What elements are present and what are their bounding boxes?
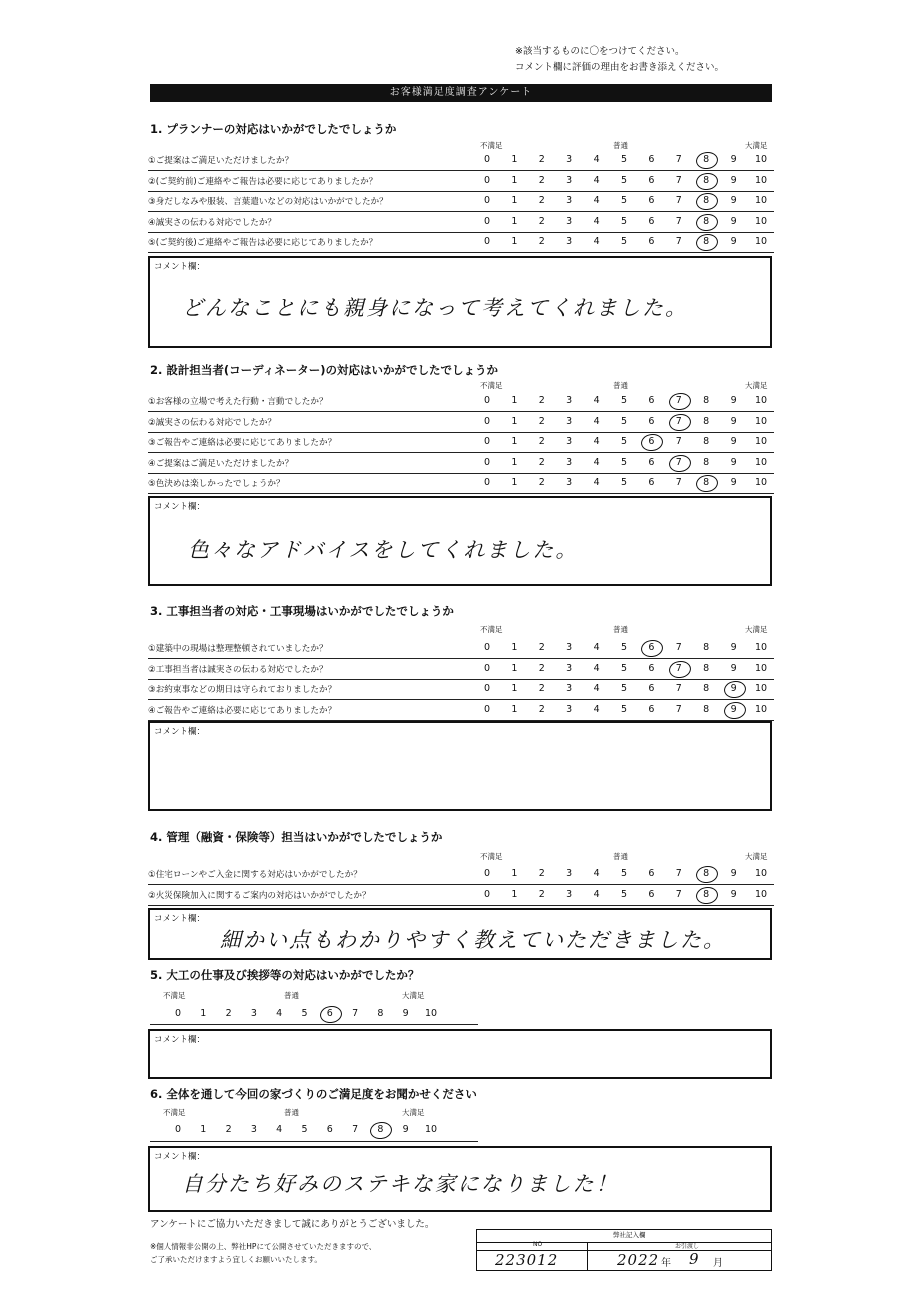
scale-number[interactable]: 3	[566, 642, 573, 653]
scale-low-label: 不満足	[480, 381, 503, 390]
scale-number[interactable]: 0	[483, 662, 491, 674]
scale-number[interactable]: 5	[620, 436, 628, 448]
selected-rating-circle	[695, 474, 719, 494]
scale-number[interactable]: 1	[511, 642, 518, 653]
scale-number[interactable]: 2	[538, 174, 545, 186]
scale-number[interactable]: 7	[675, 683, 682, 695]
question-row	[148, 864, 774, 885]
scale-number[interactable]: 1	[511, 868, 518, 879]
instructions	[515, 44, 724, 76]
scale-number[interactable]: 7	[675, 436, 682, 448]
scale-number[interactable]: 0	[174, 1124, 182, 1135]
scale-number[interactable]: 10	[754, 456, 768, 468]
scale-low-label: 不満足	[163, 1108, 186, 1117]
scale-number[interactable]: 5	[620, 456, 628, 468]
scale-number[interactable]: 2	[538, 456, 545, 468]
scale-number[interactable]: 1	[200, 1124, 207, 1135]
scale-number[interactable]: 3	[566, 215, 573, 227]
scale-number[interactable]: 2	[538, 436, 545, 448]
scale-number[interactable]: 8	[703, 236, 710, 248]
privacy-line-1: ※個人情報非公開の上、弊社HPにて公開させていただきますので、	[150, 1242, 377, 1251]
scale-number[interactable]: 1	[511, 395, 518, 406]
scale-number[interactable]: 6	[648, 174, 655, 186]
scale-number[interactable]: 6	[648, 703, 655, 715]
scale-number[interactable]: 5	[620, 642, 628, 653]
selected-rating-circle	[695, 233, 719, 253]
scale-number[interactable]: 7	[675, 415, 682, 427]
company-use-box	[476, 1229, 772, 1271]
scale-high-label: 大満足	[402, 1108, 425, 1117]
handover-label: お引渡し	[675, 1243, 700, 1250]
question-text: ③お約束事などの期日は守られておりましたか？	[148, 685, 337, 696]
scale-number[interactable]: 1	[511, 703, 518, 715]
comment-label: コメント欄：	[154, 502, 206, 512]
scale-number[interactable]: 6	[648, 868, 655, 879]
question-row	[148, 885, 774, 906]
section-5-comment-box	[148, 1029, 772, 1079]
scale-number[interactable]: 7	[675, 215, 682, 227]
scale-number[interactable]: 4	[593, 868, 600, 879]
scale-number[interactable]: 9	[730, 642, 737, 653]
scale-number[interactable]: 5	[620, 154, 628, 165]
scale-high-label: 大満足	[745, 625, 768, 634]
scale-number[interactable]: 2	[225, 1008, 232, 1019]
scale-number[interactable]: 1	[511, 456, 518, 468]
scale-number[interactable]: 7	[675, 154, 682, 165]
privacy-note	[150, 1240, 376, 1266]
scale-number[interactable]: 5	[620, 703, 628, 715]
scale-number[interactable]: 9	[402, 1124, 409, 1135]
question-text: ④ご提案はご満足いただけましたか？	[148, 458, 294, 469]
scale-number[interactable]: 3	[566, 662, 573, 674]
scale-high-label: 大満足	[745, 381, 768, 390]
section-3-title: 3. 工事担当者の対応・工事現場はいかがでしたでしょうか	[150, 604, 454, 618]
scale-number[interactable]: 5	[620, 662, 628, 674]
scale-number[interactable]: 9	[730, 174, 737, 186]
scale-number[interactable]: 1	[511, 477, 518, 489]
section-5-title: 5. 大工の仕事及び挨拶等の対応はいかがでしたか？	[150, 968, 420, 982]
scale-number[interactable]: 4	[593, 642, 600, 653]
scale-number[interactable]: 10	[754, 236, 768, 248]
scale-number[interactable]: 7	[675, 395, 682, 406]
scale-number[interactable]: 2	[225, 1124, 232, 1135]
no-label: NO	[533, 1241, 543, 1248]
section-6-underline	[150, 1141, 478, 1142]
scale-number[interactable]: 6	[648, 154, 655, 165]
scale-number[interactable]: 4	[593, 154, 600, 165]
question-text: ①建築中の現場は整理整頓されていましたか？	[148, 644, 328, 654]
question-text: ②火災保険加入に関するご案内の対応はいかがでしたか？	[148, 890, 371, 901]
scale-number[interactable]: 7	[675, 642, 682, 653]
instruction-line-1: ※該当するものに〇をつけてください。	[514, 46, 685, 57]
comment-label: コメント欄：	[154, 262, 206, 272]
scale-number[interactable]: 9	[730, 477, 737, 489]
scale-number[interactable]: 1	[511, 215, 518, 227]
scale-number[interactable]: 9	[730, 415, 737, 427]
scale-number[interactable]: 8	[703, 683, 710, 695]
scale-number[interactable]: 2	[538, 215, 545, 227]
question-text: ④誠実さの伝わる対応でしたか？	[148, 217, 277, 228]
scale-number[interactable]: 8	[703, 662, 710, 674]
scale-number[interactable]: 7	[675, 477, 682, 489]
scale-number[interactable]: 8	[703, 195, 710, 207]
section-1-comment-box	[148, 256, 772, 348]
scale-number[interactable]: 9	[730, 195, 737, 207]
selected-rating-circle	[640, 433, 664, 453]
scale-high-label: 大満足	[745, 141, 768, 150]
scale-number[interactable]: 10	[754, 436, 768, 448]
comment-label: コメント欄：	[154, 1035, 206, 1045]
scale-number[interactable]: 3	[566, 395, 573, 406]
selected-rating-circle	[695, 151, 719, 171]
scale-number[interactable]: 1	[511, 236, 518, 248]
divider	[587, 1242, 588, 1270]
scale-number[interactable]: 4	[593, 888, 600, 900]
scale-number[interactable]: 10	[754, 195, 768, 207]
scale-number[interactable]: 5	[620, 195, 628, 207]
scale-number[interactable]: 4	[593, 662, 600, 674]
question-text: ②誠実さの伝わる対応でしたか？	[148, 417, 277, 428]
question-row	[148, 191, 774, 212]
question-row	[148, 232, 774, 253]
scale-number[interactable]: 10	[754, 477, 768, 489]
scale-number[interactable]: 0	[483, 888, 491, 900]
scale-number[interactable]: 6	[648, 195, 655, 207]
scale-number[interactable]: 2	[538, 415, 545, 427]
scale-number[interactable]: 3	[250, 1008, 257, 1019]
scale-number[interactable]: 10	[754, 174, 768, 186]
scale-number[interactable]: 0	[483, 703, 491, 715]
scale-number[interactable]: 6	[648, 215, 655, 227]
scale-number[interactable]: 7	[675, 662, 682, 674]
scale-number[interactable]: 3	[566, 415, 573, 427]
scale-mid-label: 普通	[613, 381, 628, 390]
scale-number[interactable]: 7	[675, 236, 682, 248]
year-unit: 年	[661, 1258, 671, 1269]
scale-number[interactable]: 9	[730, 236, 737, 248]
privacy-line-2: ご了承いただけますよう宜しくお願いいたします。	[150, 1255, 322, 1264]
scale-number[interactable]: 9	[730, 703, 737, 715]
scale-number[interactable]: 4	[593, 436, 600, 448]
scale-number[interactable]: 8	[377, 1008, 384, 1019]
scale-number[interactable]: 5	[620, 888, 628, 900]
scale-number[interactable]: 5	[301, 1124, 308, 1135]
scale-number[interactable]: 3	[566, 888, 573, 900]
comment-label: コメント欄：	[154, 1152, 206, 1162]
scale-number[interactable]: 6	[326, 1124, 333, 1135]
scale-number[interactable]: 8	[703, 415, 710, 427]
scale-number[interactable]: 8	[703, 703, 710, 715]
scale-number[interactable]: 6	[648, 662, 655, 674]
scale-number[interactable]: 0	[483, 154, 491, 165]
scale-number[interactable]: 9	[402, 1008, 409, 1019]
scale-number[interactable]: 1	[511, 888, 518, 900]
month-unit: 月	[713, 1258, 723, 1269]
scale-number[interactable]: 8	[703, 477, 710, 489]
scale-number[interactable]: 4	[593, 195, 600, 207]
scale-number[interactable]: 6	[648, 888, 655, 900]
instruction-line-2: コメント欄に評価の理由をお書き添えください。	[514, 62, 724, 73]
scale-number[interactable]: 2	[538, 703, 545, 715]
scale-number[interactable]: 3	[566, 456, 573, 468]
scale-number[interactable]: 5	[620, 215, 628, 227]
section-4-title: 4. 管理（融資・保険等）担当はいかがでしたでしょうか	[150, 830, 443, 844]
scale-number[interactable]: 9	[730, 456, 737, 468]
scale-number[interactable]: 8	[377, 1124, 384, 1135]
question-text: ③身だしなみや服装、言葉遣いなどの対応はいかがでしたか？	[148, 197, 388, 208]
survey-title-banner: お客様満足度調査アンケート	[150, 84, 772, 102]
scale-number[interactable]: 7	[352, 1124, 359, 1135]
scale-number[interactable]: 6	[648, 415, 655, 427]
section-2-title: 2. 設計担当者(コーディネーター)の対応はいかがでしたでしょうか	[150, 363, 498, 377]
question-text: ①お客様の立場で考えた行動・言動でしたか？	[148, 397, 328, 407]
handover-month: 9	[689, 1250, 701, 1268]
scale-number[interactable]: 1	[511, 174, 518, 186]
company-use-label: 弊社記入欄	[613, 1231, 646, 1239]
scale-number[interactable]: 2	[538, 195, 545, 207]
comment-label: コメント欄：	[154, 914, 206, 924]
scale-number[interactable]: 10	[754, 415, 768, 427]
question-row	[148, 171, 774, 192]
question-text: ①住宅ローンやご入金に関する対応はいかがでしたか？	[148, 870, 362, 880]
scale-number[interactable]: 10	[754, 395, 768, 406]
question-text: ⑤色決めは楽しかったでしょうか？	[148, 479, 285, 490]
scale-number[interactable]: 6	[648, 436, 655, 448]
scale-number[interactable]: 8	[703, 215, 710, 227]
scale-number[interactable]: 7	[675, 174, 682, 186]
scale-number[interactable]: 2	[538, 154, 545, 165]
scale-number[interactable]: 2	[538, 477, 545, 489]
scale-number[interactable]: 0	[483, 174, 491, 186]
handover-year: 2022	[617, 1251, 660, 1269]
scale-number[interactable]: 1	[511, 662, 518, 674]
question-row	[148, 659, 774, 680]
scale-number[interactable]: 0	[483, 477, 491, 489]
scale-number[interactable]: 10	[754, 154, 768, 165]
section-2-comment: 色々なアドバイスをしてくれました。	[188, 538, 579, 562]
question-row	[148, 700, 774, 721]
scale-number[interactable]: 7	[352, 1008, 359, 1019]
scale-number[interactable]: 4	[276, 1008, 283, 1019]
scale-number[interactable]: 7	[675, 195, 682, 207]
scale-number[interactable]: 6	[648, 683, 655, 695]
scale-number[interactable]: 0	[483, 415, 491, 427]
scale-number[interactable]: 8	[703, 642, 710, 653]
scale-number[interactable]: 9	[730, 888, 737, 900]
scale-number[interactable]: 4	[276, 1124, 283, 1135]
selected-rating-circle	[695, 865, 719, 885]
question-text: ⑤(ご契約後)ご連絡やご報告は必要に応じてありましたか？	[148, 238, 378, 249]
scale-mid-label: 普通	[613, 141, 628, 150]
scale-number[interactable]: 2	[538, 236, 545, 248]
scale-number[interactable]: 0	[483, 195, 491, 207]
scale-number[interactable]: 5	[620, 868, 628, 879]
scale-number[interactable]: 9	[730, 683, 737, 695]
scale-number[interactable]: 4	[593, 415, 600, 427]
scale-number[interactable]: 8	[703, 888, 710, 900]
scale-number[interactable]: 3	[566, 703, 573, 715]
scale-mid-label: 普通	[284, 991, 299, 1000]
scale-number[interactable]: 5	[301, 1008, 308, 1019]
scale-number[interactable]: 0	[483, 868, 491, 879]
scale-mid-label: 普通	[613, 852, 628, 861]
scale-number[interactable]: 6	[648, 456, 655, 468]
question-row	[148, 432, 774, 453]
scale-low-label: 不満足	[480, 625, 503, 634]
scale-number[interactable]: 8	[703, 395, 710, 406]
section-4-comment-box	[148, 908, 772, 960]
scale-number[interactable]: 9	[730, 395, 737, 406]
question-row	[148, 391, 774, 412]
scale-high-label: 大満足	[402, 991, 425, 1000]
scale-number[interactable]: 10	[754, 868, 768, 879]
scale-number[interactable]: 6	[648, 395, 655, 406]
scale-number[interactable]: 7	[675, 888, 682, 900]
scale-number[interactable]: 8	[703, 456, 710, 468]
question-row	[148, 150, 774, 171]
question-text: ②(ご契約前)ご連絡やご報告は必要に応じてありましたか？	[148, 176, 378, 187]
scale-number[interactable]: 2	[538, 683, 545, 695]
question-text: ④ご報告やご連絡は必要に応じてありましたか？	[148, 705, 337, 716]
scale-number[interactable]: 2	[538, 888, 545, 900]
section-6-title: 6. 全体を通して今回の家づくりのご満足度をお聞かせください	[150, 1087, 477, 1101]
scale-number[interactable]: 3	[566, 154, 573, 165]
scale-number[interactable]: 6	[326, 1008, 333, 1019]
scale-low-label: 不満足	[480, 141, 503, 150]
scale-high-label: 大満足	[745, 852, 768, 861]
scale-number[interactable]: 2	[538, 642, 545, 653]
scale-number[interactable]: 9	[730, 436, 737, 448]
scale-number[interactable]: 0	[483, 436, 491, 448]
scale-number[interactable]: 5	[620, 683, 628, 695]
question-row	[148, 473, 774, 494]
thanks-message: アンケートにご協力いただきまして誠にありがとうございました。	[150, 1219, 435, 1230]
scale-number[interactable]: 10	[754, 888, 768, 900]
scale-number[interactable]: 4	[593, 703, 600, 715]
scale-number[interactable]: 1	[511, 195, 518, 207]
question-row	[148, 212, 774, 233]
scale-number[interactable]: 5	[620, 174, 628, 186]
scale-number[interactable]: 9	[730, 215, 737, 227]
scale-number[interactable]: 0	[483, 642, 491, 653]
scale-number[interactable]: 3	[566, 174, 573, 186]
scale-number[interactable]: 2	[538, 395, 545, 406]
scale-number[interactable]: 9	[730, 662, 737, 674]
scale-number[interactable]: 4	[593, 215, 600, 227]
scale-number[interactable]: 10	[754, 215, 768, 227]
section-6-comment-box	[148, 1146, 772, 1212]
scale-number[interactable]: 10	[754, 683, 768, 695]
scale-number[interactable]: 1	[511, 683, 518, 695]
selected-rating-circle	[640, 639, 664, 659]
scale-number[interactable]: 0	[483, 683, 491, 695]
scale-number[interactable]: 5	[620, 415, 628, 427]
scale-number[interactable]: 3	[566, 683, 573, 695]
scale-low-label: 不満足	[480, 852, 503, 861]
scale-number[interactable]: 9	[730, 154, 737, 165]
scale-number[interactable]: 1	[511, 436, 518, 448]
question-row	[148, 412, 774, 433]
scale-number[interactable]: 2	[538, 868, 545, 879]
scale-number[interactable]: 3	[566, 436, 573, 448]
question-text: ③ご報告やご連絡は必要に応じてありましたか？	[148, 438, 337, 449]
scale-mid-label: 普通	[613, 625, 628, 634]
scale-number[interactable]: 4	[593, 456, 600, 468]
question-row	[148, 638, 774, 659]
question-text: ①ご提案はご満足いただけましたか？	[148, 156, 294, 166]
scale-number[interactable]: 4	[593, 236, 600, 248]
scale-number[interactable]: 6	[648, 642, 655, 653]
question-row	[148, 453, 774, 474]
section-3-comment-box	[148, 721, 772, 811]
scale-number[interactable]: 8	[703, 436, 710, 448]
scale-number[interactable]: 6	[648, 236, 655, 248]
scale-number[interactable]: 8	[703, 154, 710, 165]
question-row	[148, 679, 774, 700]
scale-number[interactable]: 0	[483, 395, 491, 406]
section-4-comment: 細かい点もわかりやすく教えていただきました。	[220, 928, 726, 952]
scale-number[interactable]: 9	[730, 868, 737, 879]
scale-number[interactable]: 4	[593, 174, 600, 186]
scale-number[interactable]: 3	[566, 868, 573, 879]
scale-low-label: 不満足	[163, 991, 186, 1000]
question-text: ②工事担当者は誠実さの伝わる対応でしたか？	[148, 664, 328, 675]
scale-number[interactable]: 4	[593, 395, 600, 406]
scale-number[interactable]: 8	[703, 174, 710, 186]
scale-number[interactable]: 5	[620, 236, 628, 248]
scale-number[interactable]: 5	[620, 395, 628, 406]
scale-mid-label: 普通	[284, 1108, 299, 1117]
scale-number[interactable]: 10	[754, 662, 768, 674]
section-6-comment: 自分たち好みのステキな家になりました！	[182, 1172, 619, 1196]
scale-number[interactable]: 0	[483, 236, 491, 248]
scale-number[interactable]: 10	[424, 1124, 438, 1135]
scale-number[interactable]: 1	[511, 154, 518, 165]
scale-number[interactable]: 0	[483, 215, 491, 227]
section-5-underline	[150, 1024, 478, 1025]
scale-number[interactable]: 5	[620, 477, 628, 489]
scale-number[interactable]: 7	[675, 868, 682, 879]
scale-number[interactable]: 0	[174, 1008, 182, 1019]
scale-number[interactable]: 3	[566, 477, 573, 489]
scale-number[interactable]: 1	[200, 1008, 207, 1019]
scale-number[interactable]: 10	[424, 1008, 438, 1019]
scale-number[interactable]: 2	[538, 662, 545, 674]
scale-number[interactable]: 10	[754, 642, 768, 653]
selected-rating-circle	[369, 1121, 393, 1141]
scale-number[interactable]: 7	[675, 703, 682, 715]
section-2-comment-box	[148, 496, 772, 586]
scale-number[interactable]: 3	[566, 236, 573, 248]
scale-number[interactable]: 1	[511, 415, 518, 427]
comment-label: コメント欄：	[154, 727, 206, 737]
scale-number[interactable]: 3	[250, 1124, 257, 1135]
scale-number[interactable]: 6	[648, 477, 655, 489]
scale-number[interactable]: 3	[566, 195, 573, 207]
record-number: 223012	[495, 1251, 559, 1269]
scale-number[interactable]: 4	[593, 683, 600, 695]
scale-number[interactable]: 7	[675, 456, 682, 468]
scale-number[interactable]: 10	[754, 703, 768, 715]
scale-number[interactable]: 0	[483, 456, 491, 468]
scale-number[interactable]: 8	[703, 868, 710, 879]
selected-rating-circle	[695, 192, 719, 212]
scale-number[interactable]: 4	[593, 477, 600, 489]
section-1-comment: どんなことにも親身になって考えてくれました。	[182, 296, 688, 320]
section-1-title: 1. プランナーの対応はいかがでしたでしょうか	[150, 122, 397, 136]
